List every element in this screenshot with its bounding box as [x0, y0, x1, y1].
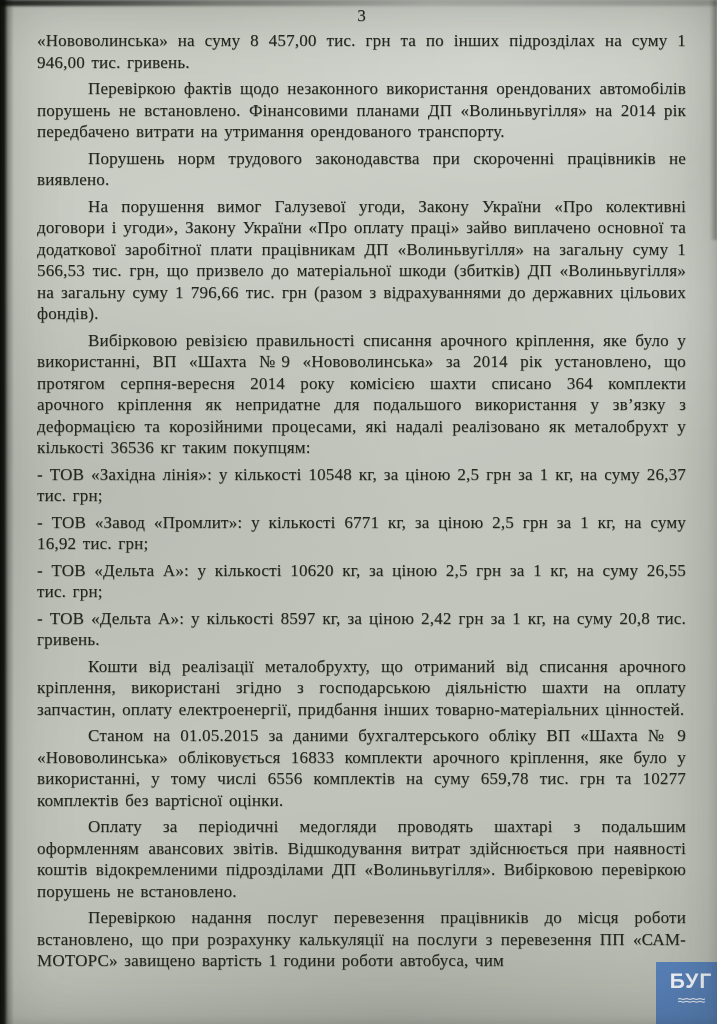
- watermark-label: БУГ: [669, 970, 713, 993]
- bug-watermark: [656, 962, 717, 1024]
- page-edge-shadow-left: [0, 0, 14, 1024]
- list-item-buyer: - ТОВ «Завод «Промлит»: у кількості 6771 кг, за ціною 2,5 грн за 1 кг, на суму 16,92 тис. грн;: [37, 512, 686, 553]
- paragraph: Перевіркою надання послуг перевезення працівників до місця роботи встановлено, що при розрахунку калькуляції на послуги з перевезення ПП «САМ-МОТОРС» завищено вартість 1 години роботи автобуса, чим: [37, 908, 686, 970]
- paragraph: «Нововолинська» на суму 8 457,00 тис. грн та по інших підрозділах на суму 1 946,00 тис. гривень.: [37, 31, 686, 72]
- paragraph: Перевіркою фактів щодо незаконного використання орендованих автомобілів порушень не встановлено. Фінансовими планами ДП «Волиньвугілля» на 2014 рік передбачено витрати на утримання орендованого транспорту.: [37, 79, 686, 141]
- paragraph: Кошти від реалізації металобрухту, що отриманий від списання арочного кріплення, використані згідно з господарською діяльністю шахти на оплату запчастин, оплату електроенергії, придбання інших товарно-матеріальних цінностей.: [37, 656, 686, 719]
- paragraph: Станом на 01.05.2015 за даними бухгалтерського обліку ВП «Шахта № 9 «Нововолинська» обліковується 16833 комплекти арочного кріплення, яке було у використанні, у тому числі 6556 комплектів на суму 659,78 тис. грн та 10277 комплектів без вартісної оцінки.: [37, 726, 686, 810]
- page-number: 3: [357, 6, 366, 25]
- paragraph: Оплату за періодичні медогляди проводять шахтарі з подальшим оформленням авансових звітів. Відшкодування витрат здійснюється при наявності коштів відокремленими підрозділами ДП «Волиньвугілля». Вибірковою перевіркою порушень не встановлено.: [37, 817, 686, 901]
- paragraph: Вибірковою ревізією правильності списання арочного кріплення, яке було у використанні, ВП «Шахта №9 «Нововолинська» за 2014 рік установлено, що протягом серпня-вересня 2014 року комісією шахти списано 364 комплекти арочного кріплення як непридатне для подальшого використання у зв’язку з деформацією та корозійними процесами, які надалі реалізовано як металобрухт у кількості 36536 кг таким покупцям:: [37, 330, 686, 457]
- list-item-buyer: - ТОВ «Дельта А»: у кількості 8597 кг, за ціною 2,42 грн за 1 кг, на суму 20,8 тис. гривень.: [37, 608, 686, 649]
- watermark-waves-icon: ≈≈≈≈: [677, 992, 705, 1008]
- document-text-block: [37, 6, 686, 977]
- page-edge-shadow-right: [710, 0, 717, 240]
- list-item-buyer: - ТОВ «Дельта А»: у кількості 10620 кг, за ціною 2,5 грн за 1 кг, на суму 26,55 тис. грн;: [37, 560, 686, 601]
- paragraph: На порушення вимог Галузевої угоди, Закону України «Про колективні договори і угоди», Закону України «Про оплату праці» зайво виплачено основної та додаткової заробітної плати працівникам ДП «Волиньвугілля» на загальну суму 1 566,53 тис. грн, що призвело до матеріальної шкоди (збитків) ДП «Волиньвугілля» на загальну суму 1 796,66 тис. грн (разом з відрахуваннями до державних цільових фондів).: [37, 196, 686, 323]
- list-item-buyer: - ТОВ «Західна лінія»: у кількості 10548 кг, за ціною 2,5 грн за 1 кг, на суму 26,37 тис. грн;: [37, 464, 686, 505]
- paragraph: Порушень норм трудового законодавства при скороченні працівників не виявлено.: [37, 148, 686, 189]
